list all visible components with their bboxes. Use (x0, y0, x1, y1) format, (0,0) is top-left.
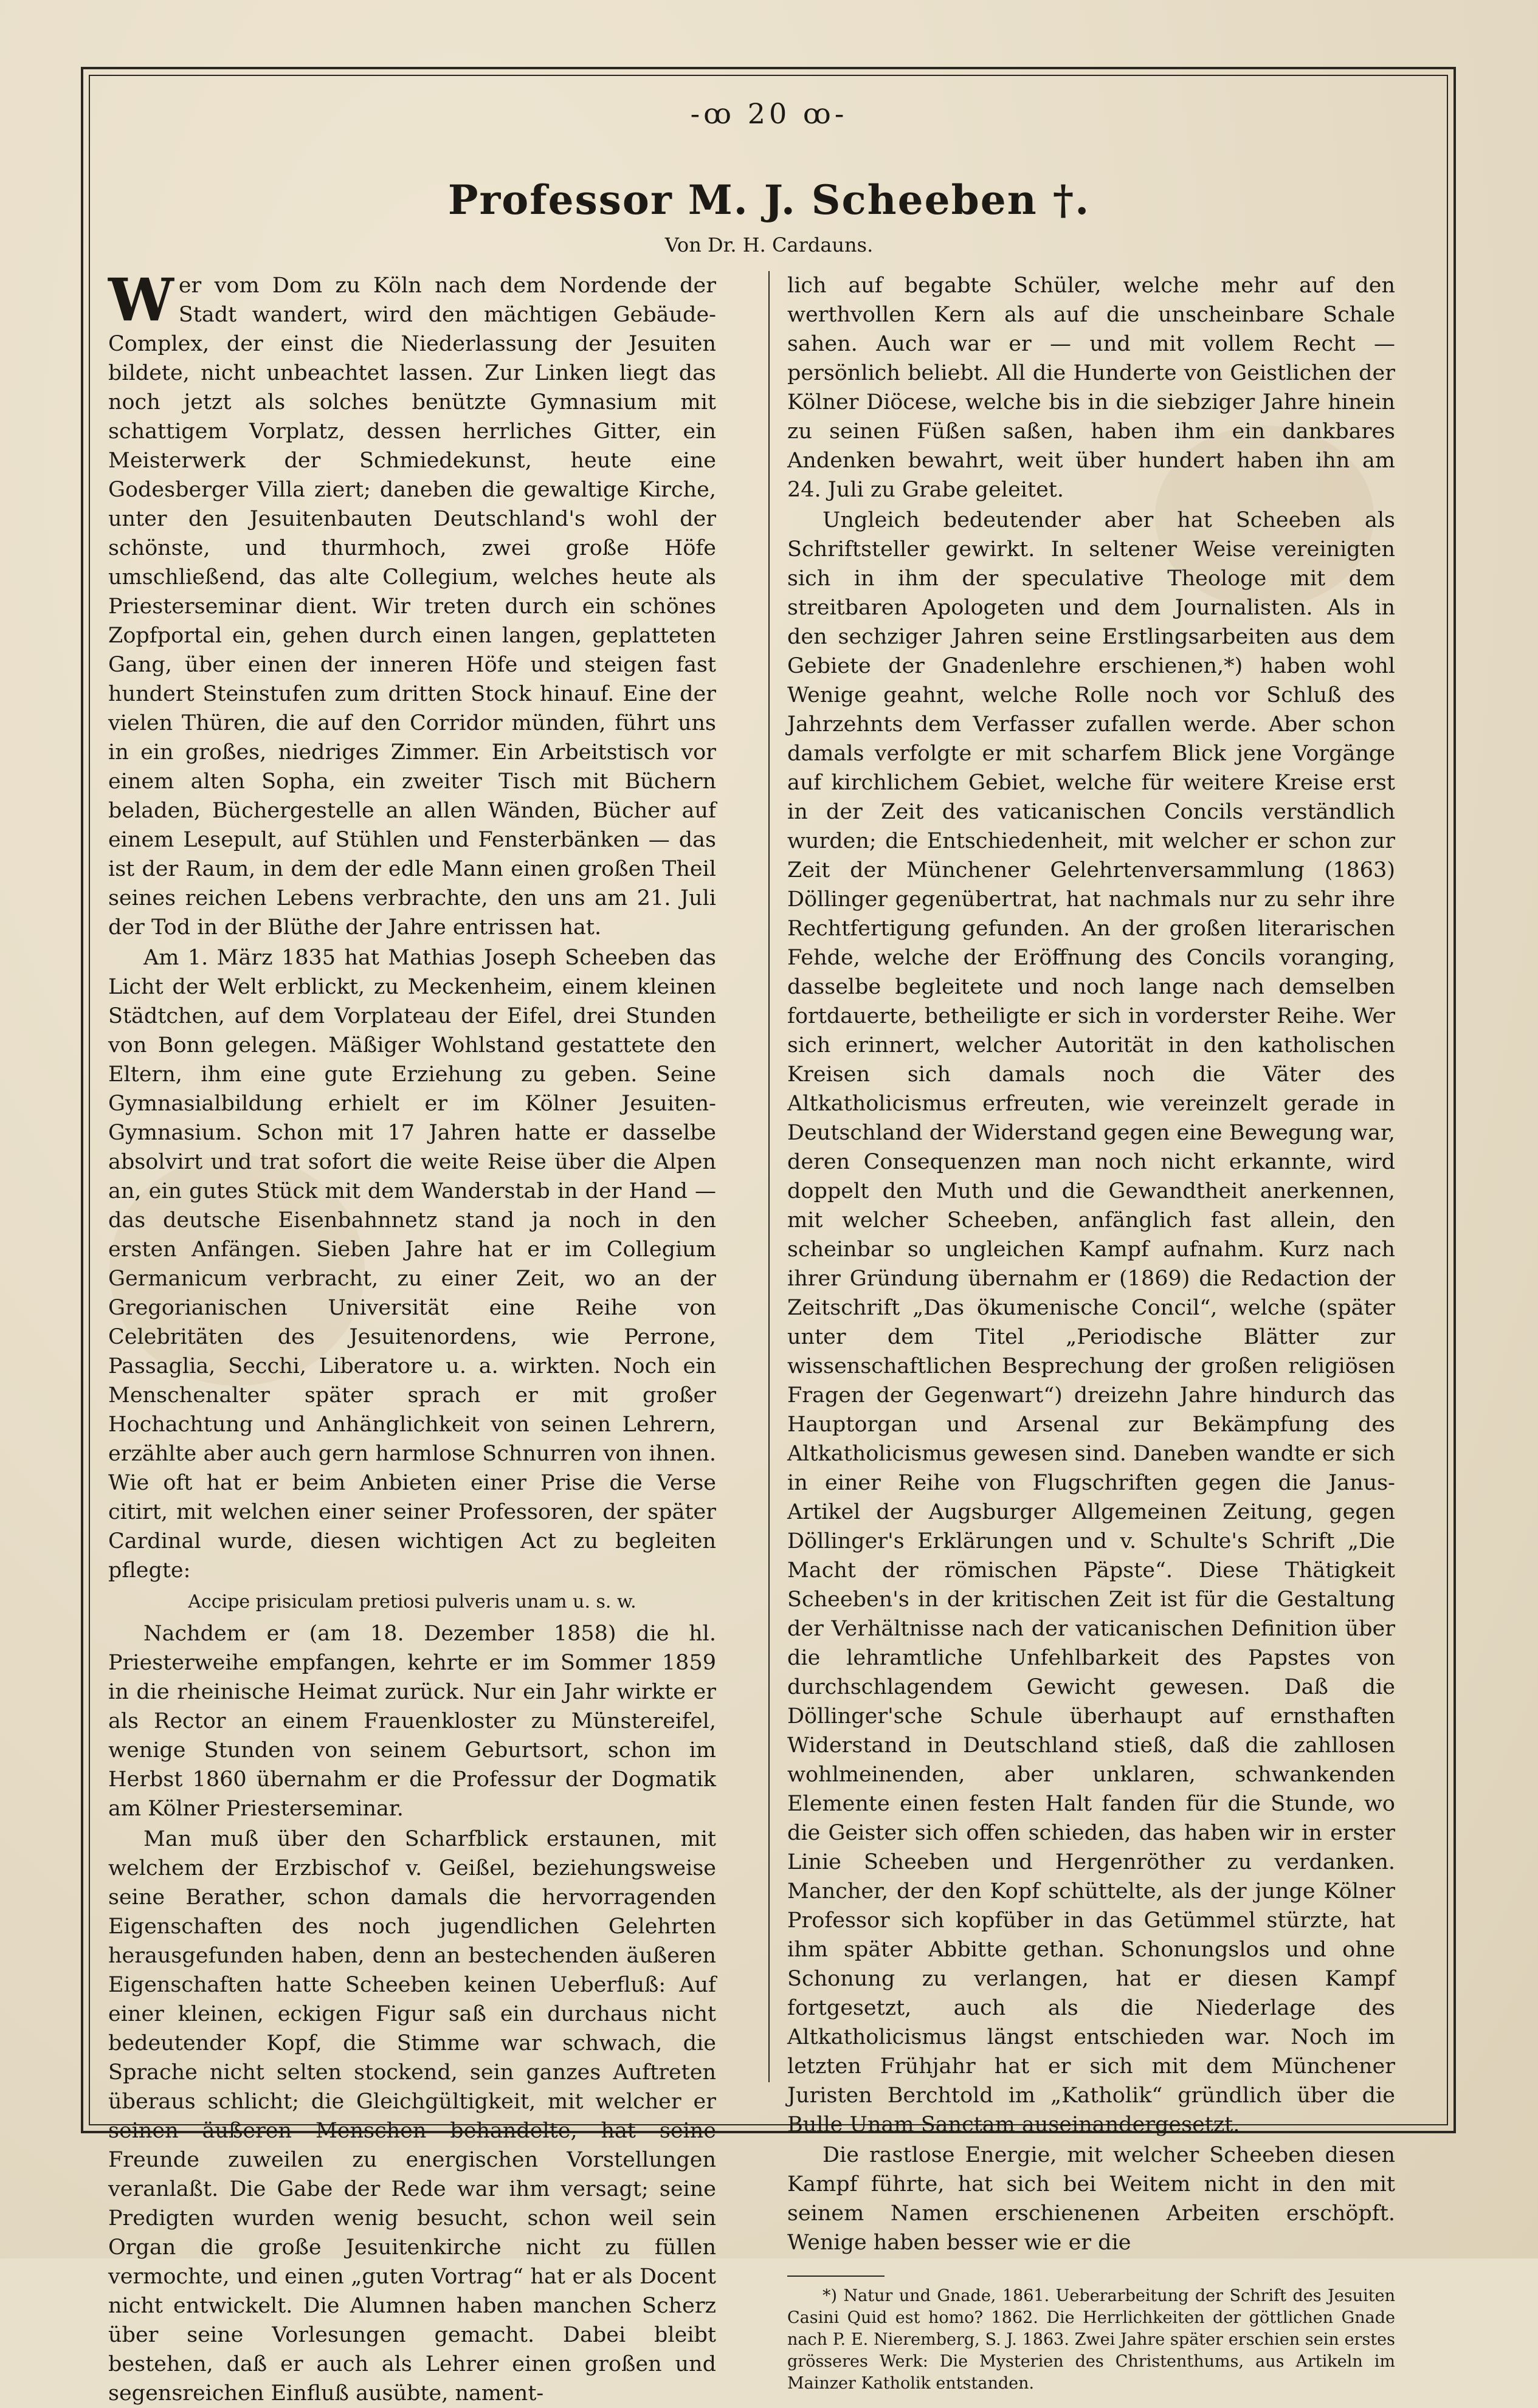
paragraph-text: er vom Dom zu Köln nach dem Nordende der Stadt wandert, wird den mächtigen Gebäude-Complex, der einst die Niederlassung der Jesuiten bildete, nicht unbeachtet lassen. Zur Linken liegt das noch jetzt als solches benützte Gymnasium mit schattigem Vorplatz, dessen herrliches Gitter, ein Meisterwerk der Schmiedekunst, heute eine Godesberger Villa ziert; daneben die gewaltige Kirche, unter den Jesuitenbauten Deutschland's wohl der schönste, und thurmhoch, zwei große Höfe umschließend, das alte Collegium, welches heute als Priesterseminar dient. Wir treten durch ein schönes Zopfportal ein, gehen durch einen langen, geplatteten Gang, über einen der inneren Höfe und steigen fast hundert Steinstufen zum dritten Stock hinauf. Eine der vielen Thüren, die auf den Corridor münden, führt uns in ein großes, niedriges Zimmer. Ein Arbeitstisch vor einem alten Sopha, ein zweiter Tisch mit Büchern beladen, Büchergestelle an allen Wänden, Bücher auf einem Lesepult, auf Stühlen und Fensterbänken — das ist der Raum, in dem der edle Mann einen großen Theil seines reichen Lebens verbrachte, den uns am 21. Juli der Tod in der Blüthe der Jahre entrissen hat. (108, 273, 716, 940)
drop-cap: W (108, 266, 174, 334)
paragraph: Am 1. März 1835 hat Mathias Joseph Scheeben das Licht der Welt erblickt, zu Meckenheim, einem kleinen Städtchen, auf dem Vorplateau der Eifel, drei Stunden von Bonn gelegen. Mäßiger Wohlstand gestattete den Eltern, ihm eine gute Erziehung zu geben. Seine Gymnasialbildung erhielt er im Kölner Jesuiten-Gymnasium. Schon mit 17 Jahren hatte er dasselbe absolvirt und trat sofort die weite Reise über die Alpen an, ein gutes Stück mit dem Wanderstab in der Hand — das deutsche Eisenbahnnetz stand ja noch in den ersten Anfängen. Sieben Jahre hat er im Collegium Germanicum verbracht, zu einer Zeit, wo an der Gregorianischen Universität eine Reihe von Celebritäten des Jesuitenordens, wie Perrone, Passaglia, Secchi, Liberatore u. a. wirkten. Noch ein Menschenalter später sprach er mit großer Hochachtung und Anhänglichkeit von seinen Lehrern, erzählte aber auch gern harmlose Schnurren von ihnen. Wie oft hat er beim Anbieten einer Prise die Verse citirt, mit welchen einer seiner Professoren, der später Cardinal wurde, diesen wichtigen Act zu begleiten pflegte: (108, 946, 716, 1583)
ornament-right: ꝏ- (802, 97, 848, 130)
footnote: *) Natur und Gnade, 1861. Ueberarbeitung der Schrift des Jesuiten Casini Quid est homo? 1862. Die Herrlichkeiten der göttlichen Gnade nach P. E. Nieremberg, S. J. 1863. Zwei Jahre später erschien sein erstes grösseres Werk: Die Mysterien des Christenthums, aus Artikeln im Mainzer Katholik entstanden. (787, 2286, 1395, 2393)
footnote-divider (787, 2276, 885, 2277)
paragraph: Nachdem er (am 18. Dezember 1858) die hl. Priesterweihe empfangen, kehrte er im Sommer 1859 in die rheinische Heimat zurück. Nur ein Jahr wirkte er als Rector an einem Frauenkloster zu Münstereifel, wenige Stunden von seinem Geburtsort, schon im Herbst 1860 übernahm er die Professur der Dogmatik am Kölner Priesterseminar. (108, 1622, 716, 1821)
column-divider (768, 271, 770, 2082)
latin-quote: Accipe prisiculam pretiosi pulveris unam u. s. w. (188, 1591, 636, 1612)
ornament-left: -ꝏ (690, 97, 736, 130)
left-column (108, 266, 716, 2406)
article-byline: Von Dr. H. Cardauns. (664, 233, 874, 256)
paragraph: Ungleich bedeutender aber hat Scheeben als Schriftsteller gewirkt. In seltener Weise vereinigten sich in ihm der speculative Theologe mit dem streitbaren Apologeten und dem Journalisten. Als in den sechziger Jahren seine Erstlingsarbeiten aus dem Gebiete der Gnadenlehre erschienen,*) haben wohl Wenige geahnt, welche Rolle noch vor Schluß des Jahrzehnts dem Verfasser zufallen werde. Aber schon damals verfolgte er mit scharfem Blick jene Vorgänge auf kirchlichem Gebiet, welche für weitere Kreise erst in der Zeit des vaticanischen Concils verständlich wurden; die Entschiedenheit, mit welcher er schon zur Zeit der Münchener Gelehrtenversammlung (1863) Döllinger gegenübertrat, hat nachmals nur zu sehr ihre Rechtfertigung gefunden. An der großen literarischen Fehde, welche der Eröffnung des Concils voranging, dasselbe begleitete und noch lange nach demselben fortdauerte, betheiligte er sich in vorderster Reihe. Wer sich erinnert, welcher Autorität in den katholischen Kreisen sich damals noch die Väter des Altkatholicismus erfreuten, wie vereinzelt gerade in Deutschland der Widerstand gegen eine Bewegung war, deren Consequenzen man noch nicht erkannte, wird doppelt den Muth und die Gewandtheit anerkennen, mit welcher Scheeben, anfänglich fast allein, den scheinbar so ungleichen Kampf aufnahm. Kurz nach ihrer Gründung übernahm er (1869) die Redaction der Zeitschrift „Das ökumenische Concil“, welche (später unter dem Titel „Periodische Blätter zur wissenschaftlichen Besprechung der großen religiösen Fragen der Gegenwart“) dreizehn Jahre hindurch das Hauptorgan und Arsenal zur Bekämpfung des Altkatholicismus gewesen sind. Daneben wandte er sich in einer Reihe von Flugschriften gegen die Janus-Artikel der Augsburger Allgemeinen Zeitung, gegen Döllinger's Erklärungen und v. Schulte's Schrift „Die Macht der römischen Päpste“. Diese Thätigkeit Scheeben's in der kritischen Zeit ist für die Gestaltung der Verhältnisse nach der vaticanischen Definition über die lehramtliche Unfehlbarkeit des Papstes von durchschlagendem Gewicht gewesen. Daß die Döllinger'sche Schule überhaupt auf ernsthaften Widerstand in Deutschland stieß, daß die zahllosen wohlmeinenden, aber unklaren, schwankenden Elemente einen festen Halt fanden für die Stunde, wo die Geister sich offen schieden, das haben wir in erster Linie Scheeben und Hergenröther zu verdanken. Mancher, der den Kopf schüttelte, als der junge Kölner Professor sich kopfüber in das Getümmel stürzte, hat ihm später Abbitte gethan. Schonungslos und ohne Schonung zu verlangen, hat er diesen Kampf fortgesetzt, auch als die Niederlage des Altkatholicismus längst entschieden war. Noch im letzten Frühjahr hat er sich mit dem Münchener Juristen Berchtold im „Katholik“ gründlich über die Bulle Unam Sanctam auseinandergesetzt. (787, 508, 1395, 2137)
paragraph (108, 266, 716, 942)
page-number (0, 97, 1538, 130)
paragraph: Man muß über den Scharfblick erstaunen, mit welchem der Erzbischof v. Geißel, beziehungsweise seine Berather, schon damals die hervorragenden Eigenschaften des noch jugendlichen Gelehrten herausgefunden haben, denn an bestechenden äußeren Eigenschaften hatte Scheeben keinen Ueberfluß: Auf einer kleinen, eckigen Figur saß ein durchaus nicht bedeutender Kopf, die Stimme war schwach, die Sprache nicht selten stockend, sein ganzes Auftreten überaus schlicht; die Gleichgültigkeit, mit welcher er seinen äußeren Menschen behandelte, hat seine Freunde zuweilen zu energischen Vorstellungen veranlaßt. Die Gabe der Rede war ihm versagt; seine Predigten wurden wenig besucht, schon weil sein Organ die große Jesuitenkirche nicht zu füllen vermochte, und einen „guten Vortrag“ hat er als Docent nicht entwickelt. Die Alumnen haben manchen Scherz über seine Vorlesungen gemacht. Dabei bleibt bestehen, daß er auch als Lehrer einen großen und segensreichen Einfluß ausübte, nament- (108, 1827, 716, 2406)
page-number-value: 20 (747, 97, 791, 130)
paragraph: Die rastlose Energie, mit welcher Scheeben diesen Kampf führte, hat sich bei Weitem nicht in den mit seinem Namen erschienenen Arbeiten erschöpft. Wenige haben besser wie er die (787, 2143, 1395, 2255)
right-column (787, 271, 1395, 2393)
article-title: Professor M. J. Scheeben †. (447, 176, 1091, 224)
paragraph: lich auf begabte Schüler, welche mehr auf den werthvollen Kern als auf die unscheinbare Schale sahen. Auch war er — und mit vollem Recht — persönlich beliebt. All die Hunderte von Geistlichen der Kölner Diöcese, welche bis in die siebziger Jahre hinein zu seinen Füßen saßen, haben ihm ein dankbares Andenken bewahrt, weit über hundert haben ihn am 24. Juli zu Grabe geleitet. (787, 273, 1395, 502)
